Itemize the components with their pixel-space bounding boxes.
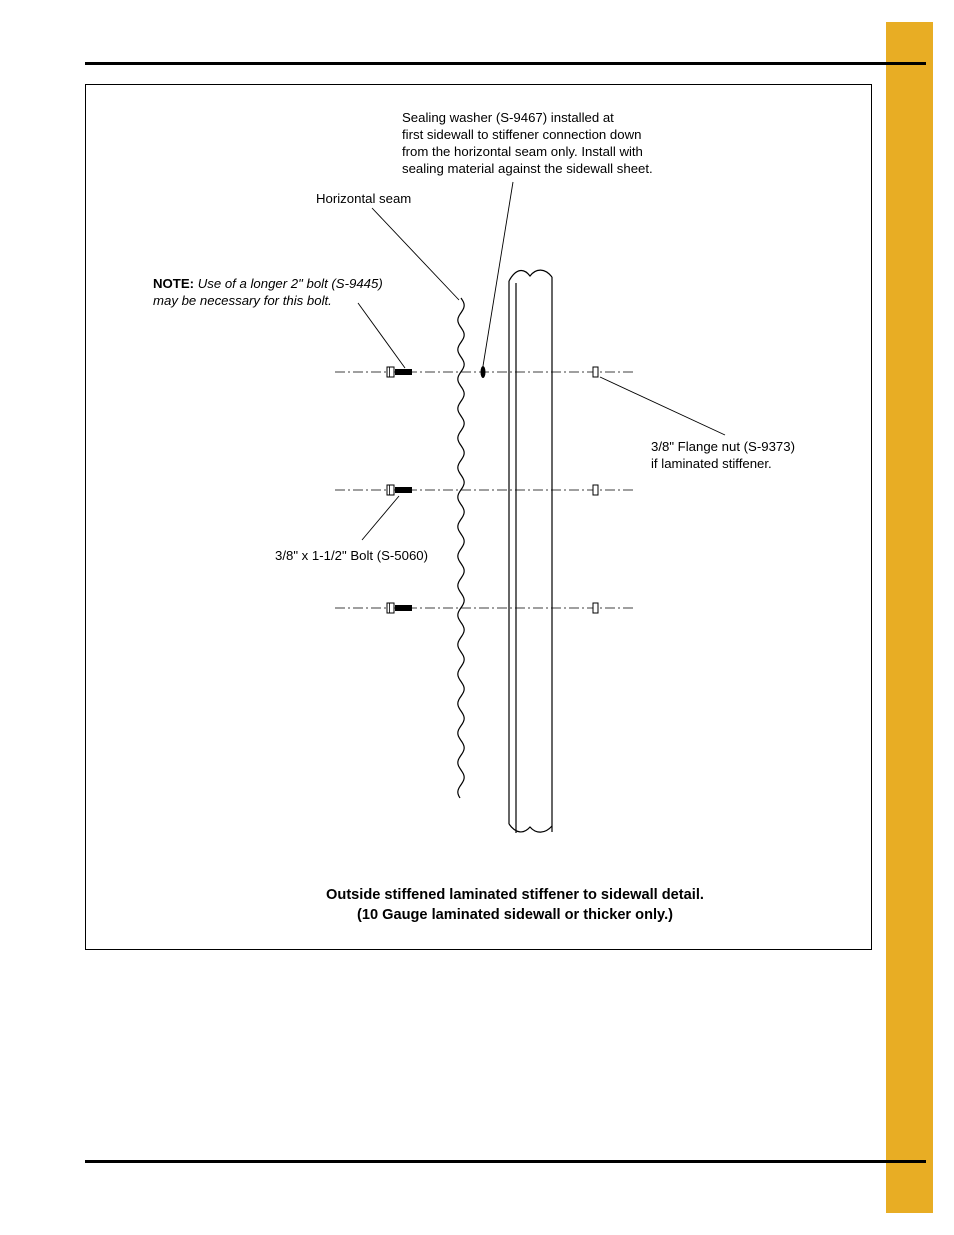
note-prefix: NOTE: <box>153 276 195 291</box>
stiffener-column <box>509 270 552 833</box>
flange-nut-bottom <box>593 603 598 613</box>
bolt-bottom <box>387 603 412 613</box>
note-text-2: may be necessary for this bolt. <box>153 293 332 308</box>
washer-callout-line-1: Sealing washer (S-9467) installed at <box>402 110 614 125</box>
leader-nut <box>600 377 725 435</box>
bolt-callout: 3/8" x 1-1/2" Bolt (S-5060) <box>275 548 429 563</box>
figure-caption <box>265 885 765 925</box>
washer-callout-line-2: first sidewall to stiffener connection down <box>402 127 642 142</box>
caption-line-2: (10 Gauge laminated sidewall or thicker only.) <box>356 907 674 923</box>
bolt-middle <box>387 485 412 495</box>
flange-nut-middle <box>593 485 598 495</box>
flange-nuts <box>593 367 598 613</box>
corrugated-sidewall <box>458 298 464 798</box>
leader-note <box>358 303 405 368</box>
nut-callout-line-2: if laminated stiffener. <box>651 456 772 471</box>
bolt-top <box>387 367 412 377</box>
note-callout-line-2 <box>153 292 332 309</box>
seam-callout: Horizontal seam <box>316 191 412 206</box>
footer-rule <box>85 1160 926 1163</box>
bolt-centerlines <box>335 372 634 608</box>
sealing-washer <box>481 366 486 378</box>
flange-nut-top <box>593 367 598 377</box>
nut-callout-line-1: 3/8" Flange nut (S-9373) <box>651 439 795 454</box>
washer-callout-line-4: sealing material against the sidewall sheet. <box>402 161 653 176</box>
note-callout-line-1 <box>153 275 383 292</box>
leader-bolt <box>362 496 399 540</box>
leader-lines <box>358 182 725 540</box>
caption-line-1: Outside stiffened laminated stiffener to sidewall detail. <box>326 887 704 903</box>
washer-callout-line-3: from the horizontal seam only. Install with <box>402 144 643 159</box>
note-text-1: Use of a longer 2" bolt (S-9445) <box>197 276 383 291</box>
leader-seam <box>372 208 459 300</box>
